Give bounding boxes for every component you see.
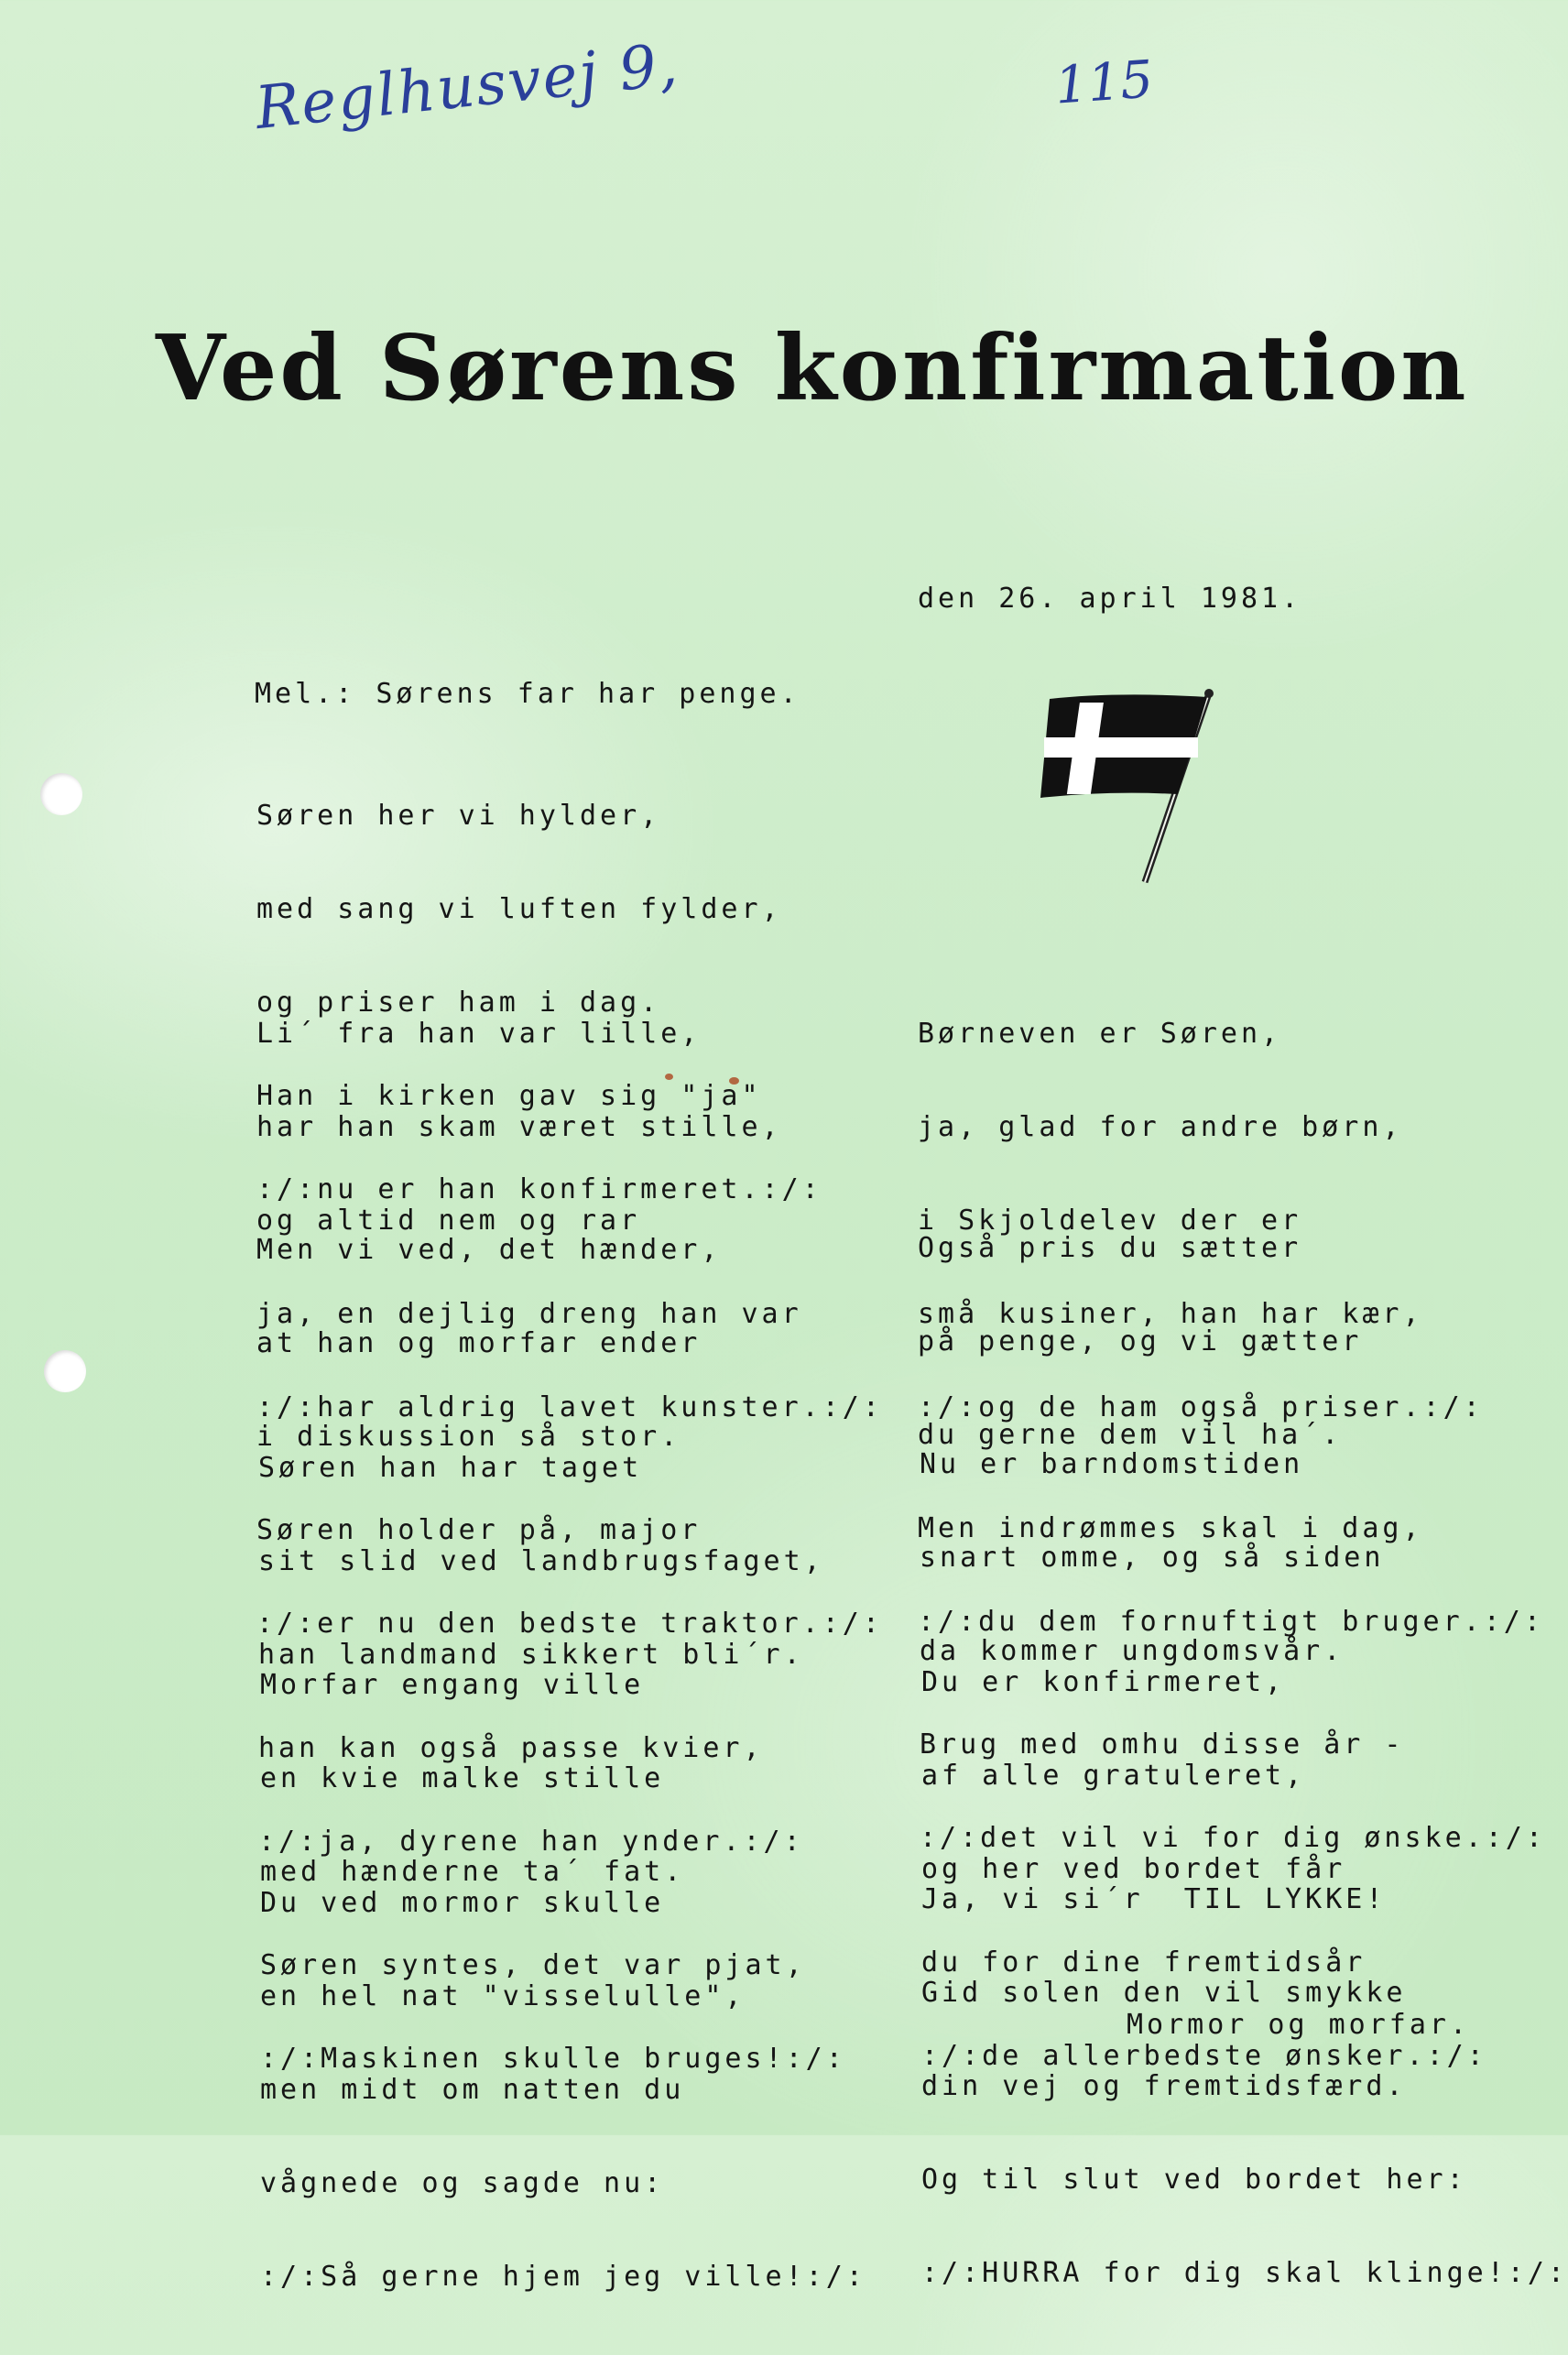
date-line: den 26. april 1981. — [918, 583, 1302, 615]
verse-line: :/:Så gerne hjem jeg ville!:/: — [260, 2261, 866, 2293]
verse-line: :/:HURRA for dig skal klinge!:/: — [921, 2257, 1568, 2289]
punch-hole-top — [40, 773, 82, 815]
verse-line: en hel nat "visselulle", — [260, 1980, 746, 2012]
verse-line: en kvie malke stille — [260, 1762, 665, 1794]
verse-line: Søren syntes, det var pjat, — [260, 1949, 806, 1981]
verse-line: Morfar engang ville — [260, 1669, 645, 1701]
verse-line: vågnede og sagde nu: — [260, 2167, 665, 2199]
left-verse-6 — [260, 1826, 866, 2355]
verse-line: små kusiner, han har kær, — [918, 1298, 1423, 1330]
verse-line: på penge, og vi gætter — [918, 1325, 1363, 1357]
handwritten-address: Reglhusvej 9, — [252, 30, 682, 144]
verse-line: Nu er barndomstiden — [920, 1448, 1304, 1480]
verse-line: Søren her vi hylder, — [256, 800, 661, 832]
verse-line: med hænderne ta´ fat. — [260, 1856, 685, 1888]
verse-line: Gid solen den vil smykke — [921, 1977, 1407, 2009]
verse-line: sit slid ved landbrugsfaget, — [258, 1545, 824, 1577]
verse-line: :/:de allerbedste ønsker.:/: — [921, 2040, 1487, 2072]
verse-line: Og til slut ved bordet her: — [921, 2164, 1467, 2196]
verse-line: :/:det vil vi for dig ønske.:/: — [920, 1822, 1546, 1854]
verse-line: han landmand sikkert bli´r. — [258, 1639, 804, 1671]
verse-line: Du er konfirmeret, — [921, 1666, 1286, 1698]
verse-line: i diskussion så stor. — [256, 1421, 681, 1453]
verse-line: Brug med omhu disse år - — [920, 1728, 1405, 1761]
verse-line: ja, en dejlig dreng han var — [256, 1298, 802, 1330]
verse-line: og her ved bordet får — [921, 1853, 1346, 1885]
verse-line: Ja, vi si´r TIL LYKKE! — [921, 1883, 1387, 1915]
verse-line: da kommer ungdomsvår. — [920, 1635, 1345, 1667]
verse-line: snart omme, og så siden — [920, 1542, 1385, 1574]
verse-line: med sang vi luften fylder, — [256, 893, 782, 925]
verse-line: han kan også passe kvier, — [258, 1732, 764, 1764]
verse-line: og priser ham i dag. — [256, 987, 661, 1019]
verse-line: Søren han har taget — [258, 1452, 643, 1484]
verse-line: har han skam været stille, — [256, 1111, 782, 1143]
verse-line: du gerne dem vil ha´. — [918, 1419, 1343, 1451]
verse-line: Li´ fra han var lille, — [256, 1018, 702, 1050]
punch-hole-bottom — [44, 1350, 86, 1392]
right-verse-5 — [921, 1822, 1568, 2351]
page-title: Ved Sørens konfirmation — [156, 316, 1469, 421]
verse-line: men midt om natten du — [260, 2074, 685, 2106]
verse-line: Du ved mormor skulle — [260, 1887, 665, 1919]
verse-line: i Skjoldelev der er — [918, 1205, 1302, 1237]
verse-line: :/:Maskinen skulle bruges!:/: — [260, 2043, 846, 2075]
verse-line: :/:du dem fornuftigt bruger.:/: — [918, 1606, 1544, 1638]
melody-line: Mel.: Sørens far har penge. — [255, 678, 800, 710]
danish-flag-icon — [1035, 682, 1218, 893]
verse-line: du for dine fremtidsår — [921, 1946, 1367, 1979]
verse-line: af alle gratuleret, — [921, 1760, 1306, 1792]
verse-line: din vej og fremtidsfærd. — [921, 2070, 1407, 2102]
verse-line: og altid nem og rar — [256, 1205, 641, 1237]
verse-line: Søren holder på, major — [256, 1514, 702, 1546]
verse-line: :/:og de ham også priser.:/: — [918, 1391, 1484, 1423]
verse-line: Men indrømmes skal i dag, — [918, 1512, 1423, 1544]
verse-line: ja, glad for andre børn, — [918, 1111, 1403, 1143]
handwritten-number: 115 — [1052, 49, 1156, 116]
verse-line: :/:er nu den bedste traktor.:/: — [256, 1608, 883, 1640]
verse-line: Men vi ved, det hænder, — [256, 1234, 722, 1266]
signature: Mormor og morfar. — [1127, 2009, 1471, 2041]
verse-line: Børneven er Søren, — [918, 1018, 1282, 1050]
verse-line: :/:har aldrig lavet kunster.:/: — [256, 1391, 883, 1423]
verse-line: Han i kirken gav sig "ja" — [256, 1080, 762, 1112]
verse-line: at han og morfar ender — [256, 1327, 702, 1359]
verse-line: Også pris du sætter — [918, 1232, 1302, 1264]
verse-line: :/:ja, dyrene han ynder.:/: — [258, 1826, 804, 1858]
verse-line: :/:nu er han konfirmeret.:/: — [256, 1173, 822, 1205]
